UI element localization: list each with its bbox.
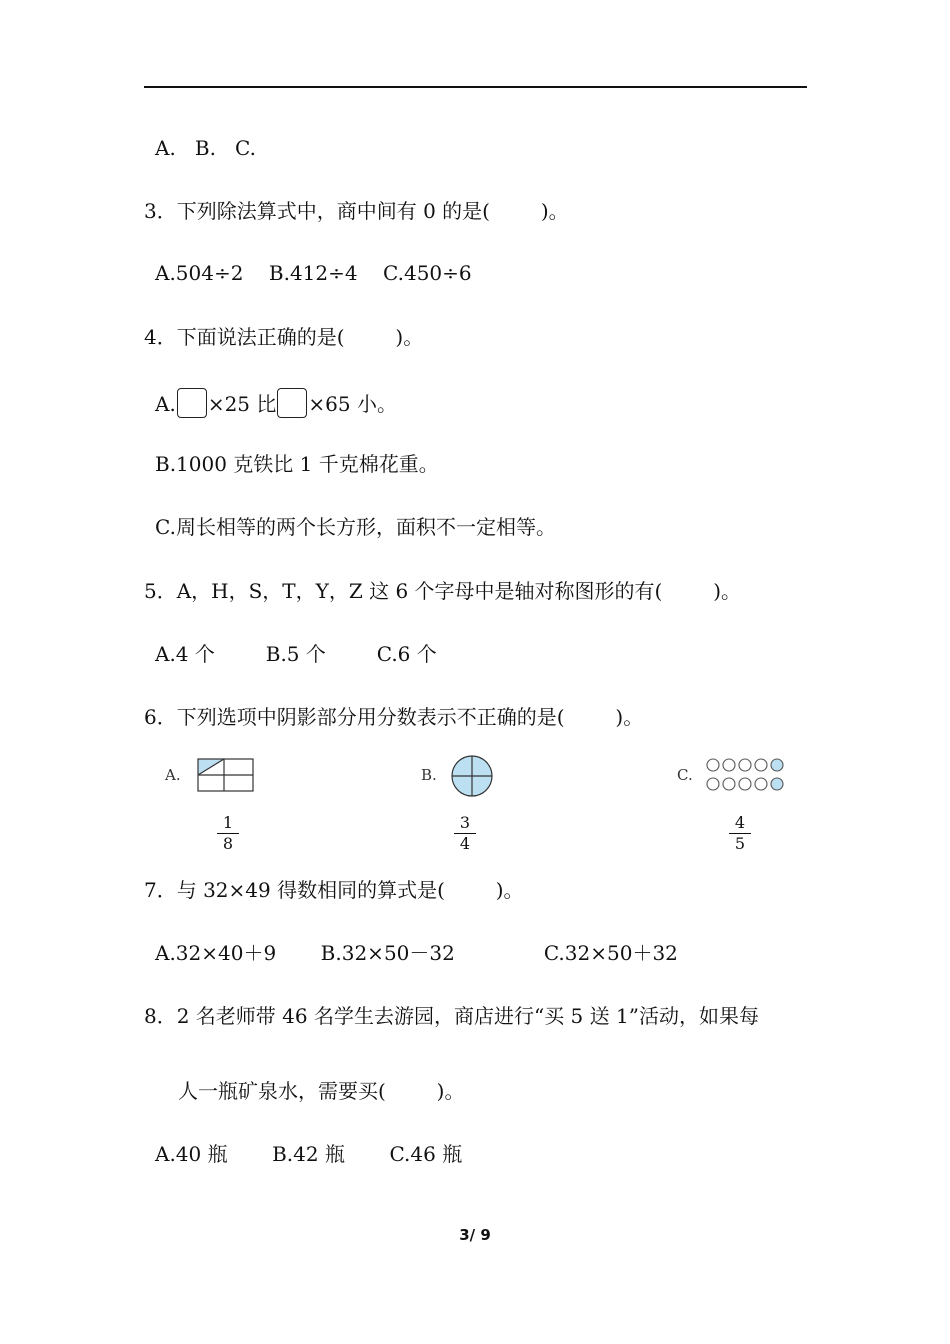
shaded-circle <box>771 759 783 771</box>
q4-option-c: C.周长相等的两个长方形，面积不一定相等。 <box>155 515 556 539</box>
denominator: 4 <box>459 834 471 853</box>
page-number: 3/ 9 <box>459 1226 491 1244</box>
numerator: 1 <box>222 813 234 832</box>
numerator: 4 <box>734 813 746 832</box>
denominator: 5 <box>734 834 746 853</box>
q5-options: A.4 个 B.5 个 C.6 个 <box>155 642 437 666</box>
circle <box>739 759 751 771</box>
q6-fraction-a <box>215 814 241 853</box>
circle <box>739 778 751 790</box>
q6-figure-a-label: A. <box>165 766 181 784</box>
rectangle-grid-figure <box>196 757 256 793</box>
q7-stem: 7．与 32×49 得数相同的算式是( )。 <box>144 878 524 902</box>
shaded-circle <box>771 778 783 790</box>
q4-a-mid: ×25 比 <box>207 392 277 416</box>
circle <box>707 778 719 790</box>
q4-stem: 4．下面说法正确的是( )。 <box>144 325 424 349</box>
q6-fraction-c <box>727 814 753 853</box>
denominator: 8 <box>222 834 234 853</box>
q4-option-b: B.1000 克铁比 1 千克棉花重。 <box>155 452 439 476</box>
numerator: 3 <box>459 813 471 832</box>
blank-box <box>277 388 307 418</box>
q6-fraction-b <box>452 814 478 853</box>
circle <box>723 759 735 771</box>
q8-options: A.40 瓶 B.42 瓶 C.46 瓶 <box>155 1142 463 1166</box>
q7-options: A.32×40＋9 B.32×50－32 C.32×50＋32 <box>155 941 678 965</box>
circle-quarters-figure <box>450 754 494 798</box>
header-rule <box>144 86 807 88</box>
q8-stem-line2: 人一瓶矿泉水，需要买( )。 <box>178 1079 465 1103</box>
circle <box>723 778 735 790</box>
q2-options: A. B. C. <box>155 136 256 160</box>
q6-stem: 6．下列选项中阴影部分用分数表示不正确的是( )。 <box>144 705 644 729</box>
q6-figure-b-label: B. <box>421 766 437 784</box>
q4-a-suffix: ×65 小。 <box>308 392 397 416</box>
q5-stem: 5．A，H，S，T，Y，Z 这 6 个字母中是轴对称图形的有( )。 <box>144 579 742 603</box>
circle <box>707 759 719 771</box>
q3-options: A.504÷2 B.412÷4 C.450÷6 <box>155 261 472 285</box>
q4-a-prefix: A. <box>155 392 176 416</box>
q4-option-a <box>155 388 397 418</box>
blank-box <box>177 388 207 418</box>
q8-stem-line1: 8．2 名老师带 46 名学生去游园，商店进行“买 5 送 1”活动，如果每 <box>144 1004 759 1028</box>
circle <box>755 759 767 771</box>
q3-stem: 3．下列除法算式中，商中间有 0 的是( )。 <box>144 199 569 223</box>
q6-figure-c-label: C. <box>677 766 693 784</box>
circle <box>755 778 767 790</box>
circle-array-figure <box>704 756 788 794</box>
